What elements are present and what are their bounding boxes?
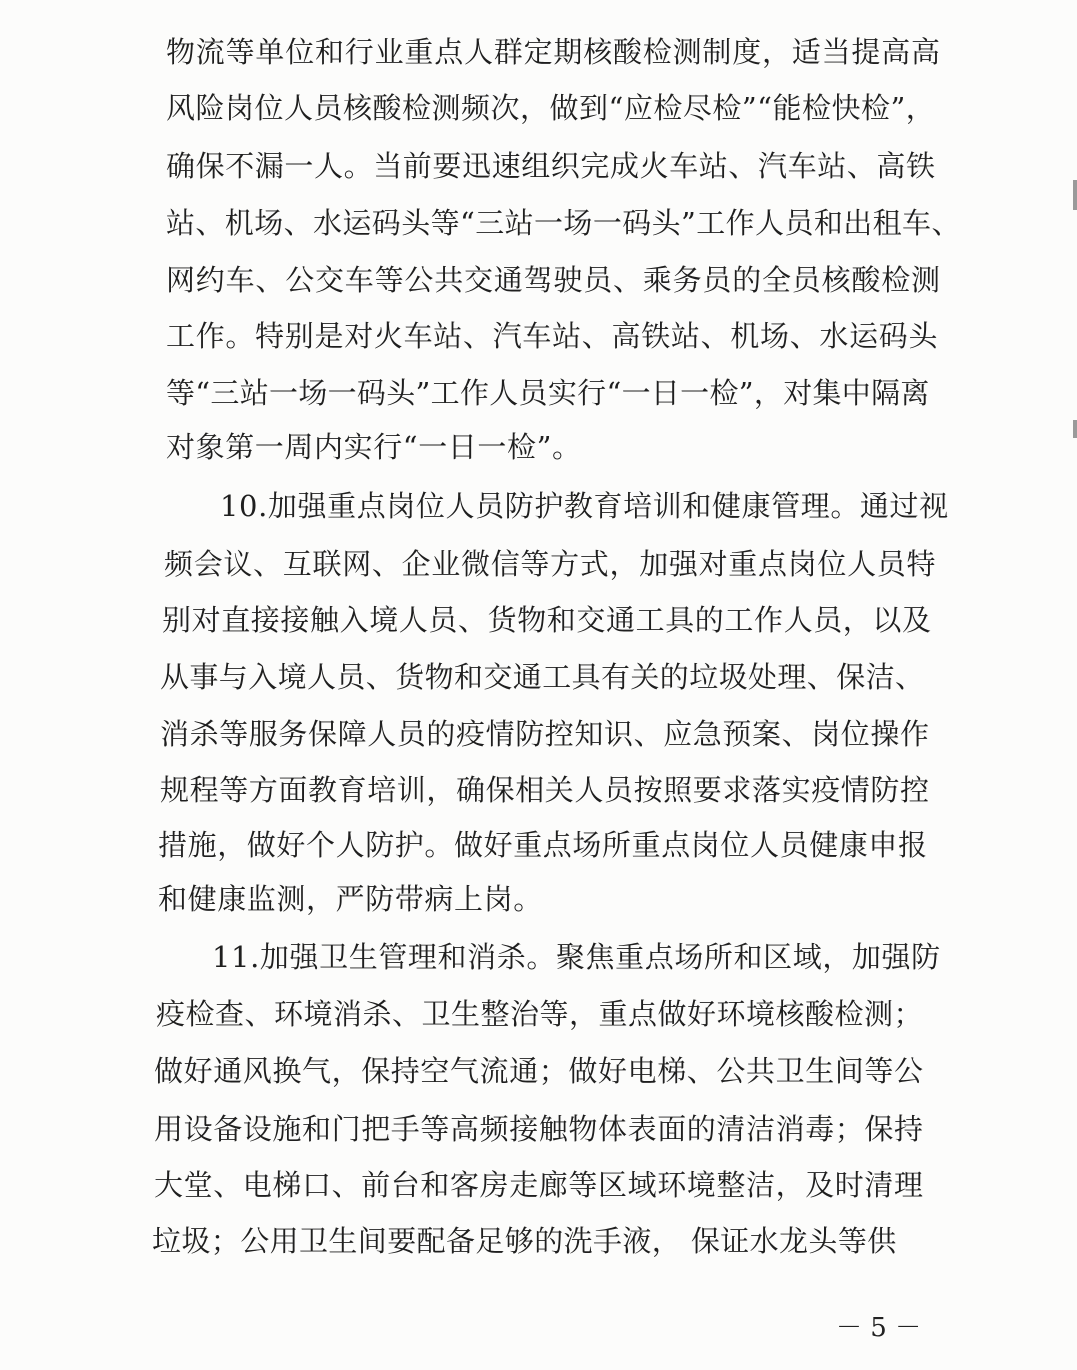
text-line-18: 疫检查、环境消杀、卫生整治等，重点做好环境核酸检测； — [156, 997, 924, 1031]
page-number: － 5 － — [836, 1313, 922, 1343]
text-line-13: 消杀等服务保障人员的疫情防控知识、应急预案、岗位操作 — [160, 717, 930, 751]
text-line-21: 大堂、电梯口、前台和客房走廊等区域环境整洁，及时清理 — [154, 1168, 924, 1202]
text-line-20: 用设备设施和门把手等高频接触物体表面的清洁消毒；保持 — [154, 1112, 924, 1146]
text-line-5: 网约车、公交车等公共交通驾驶员、乘务员的全员核酸检测 — [166, 263, 941, 297]
text-line-1: 物流等单位和行业重点人群定期核酸检测制度，适当提高高 — [166, 35, 941, 69]
text-line-6: 工作。特别是对火车站、汽车站、高铁站、机场、水运码头 — [166, 319, 939, 353]
text-line-14: 规程等方面教育培训，确保相关人员按照要求落实疫情防控 — [160, 773, 930, 807]
text-line-15: 措施，做好个人防护。做好重点场所重点岗位人员健康申报 — [158, 828, 928, 862]
text-line-3: 确保不漏一人。当前要迅速组织完成火车站、汽车站、高铁 — [166, 149, 936, 183]
text-line-12: 从事与入境人员、货物和交通工具有关的垃圾处理、保洁、 — [160, 660, 925, 694]
text-line-11: 别对直接接触入境人员、货物和交通工具的工作人员，以及 — [162, 603, 932, 637]
scan-edge-mark — [1073, 180, 1077, 210]
text-line-16: 和健康监测，严防带病上岗。 — [158, 882, 543, 916]
text-line-19: 做好通风换气，保持空气流通；做好电梯、公共卫生间等公 — [154, 1054, 924, 1088]
text-line-2: 风险岗位人员核酸检测频次，做到“应检尽检”“能检快检”， — [166, 91, 936, 125]
text-line-9: 10.加强重点岗位人员防护教育培训和健康管理。通过视 — [220, 489, 949, 523]
text-line-22: 垃圾；公用卫生间要配备足够的洗手液， 保证水龙头等供 — [152, 1224, 897, 1258]
scan-edge-mark — [1073, 420, 1077, 438]
text-line-10: 频会议、互联网、企业微信等方式，加强对重点岗位人员特 — [164, 547, 937, 581]
text-line-4: 站、机场、水运码头等“三站一场一码头”工作人员和出租车、 — [166, 206, 961, 240]
text-line-17: 11.加强卫生管理和消杀。聚焦重点场所和区域，加强防 — [212, 940, 941, 974]
text-line-8: 对象第一周内实行“一日一检”。 — [166, 430, 582, 464]
text-line-7: 等“三站一场一码头”工作人员实行“一日一检”，对集中隔离 — [166, 376, 930, 410]
